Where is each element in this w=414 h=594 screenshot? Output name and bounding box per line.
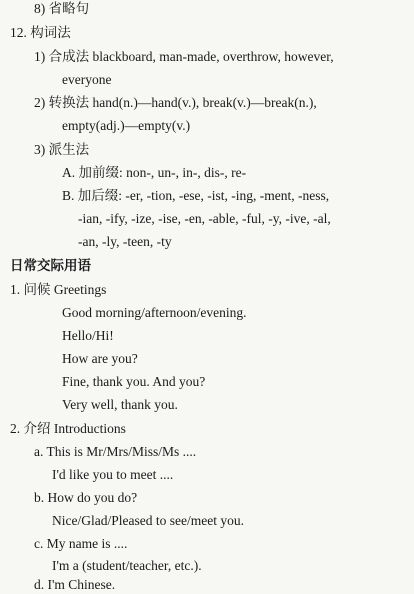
prefix-line: A. 加前缀: non-, un-, in-, dis-, re- — [62, 165, 247, 180]
item-8-ellipsis: 8) 省略句 — [34, 1, 90, 16]
compounding-line: 1) 合成法 blackboard, man-made, overthrow, however, — [34, 49, 334, 64]
compounding-line-cont: everyone — [62, 72, 112, 87]
daily-expressions-heading: 日常交际用语 — [10, 258, 91, 274]
intro-b-cont: Nice/Glad/Pleased to see/meet you. — [52, 513, 244, 528]
intro-a-cont: I'd like you to meet .... — [52, 467, 174, 482]
suffix-line-2: -ian, -ify, -ize, -ise, -en, -able, -ful, -y, -ive, -al, — [78, 211, 331, 226]
greeting-good-morning: Good morning/afternoon/evening. — [62, 305, 247, 320]
suffix-line-3: -an, -ly, -teen, -ty — [78, 234, 172, 249]
intro-d: d. I'm Chinese. — [34, 577, 116, 592]
intro-c-cont: I'm a (student/teacher, etc.). — [52, 558, 202, 573]
intro-a: a. This is Mr/Mrs/Miss/Ms .... — [34, 444, 197, 459]
conversion-line-cont: empty(adj.)—empty(v.) — [62, 118, 191, 133]
intro-b: b. How do you do? — [34, 490, 138, 505]
greeting-fine: Fine, thank you. And you? — [62, 374, 206, 389]
greetings-heading: 1. 问候 Greetings — [10, 282, 107, 297]
section-12-word-formation: 12. 构词法 — [10, 25, 71, 40]
greeting-hello: Hello/Hi! — [62, 328, 114, 343]
conversion-line: 2) 转换法 hand(n.)—hand(v.), break(v.)—break(n.), — [34, 95, 317, 110]
greeting-how-are-you: How are you? — [62, 351, 138, 366]
greeting-very-well: Very well, thank you. — [62, 397, 178, 412]
suffix-line: B. 加后缀: -er, -tion, -ese, -ist, -ing, -ment, -ness, — [62, 188, 330, 203]
introductions-heading: 2. 介绍 Introductions — [10, 421, 126, 436]
derivation-line: 3) 派生法 — [34, 142, 90, 157]
intro-c: c. My name is .... — [34, 536, 128, 551]
